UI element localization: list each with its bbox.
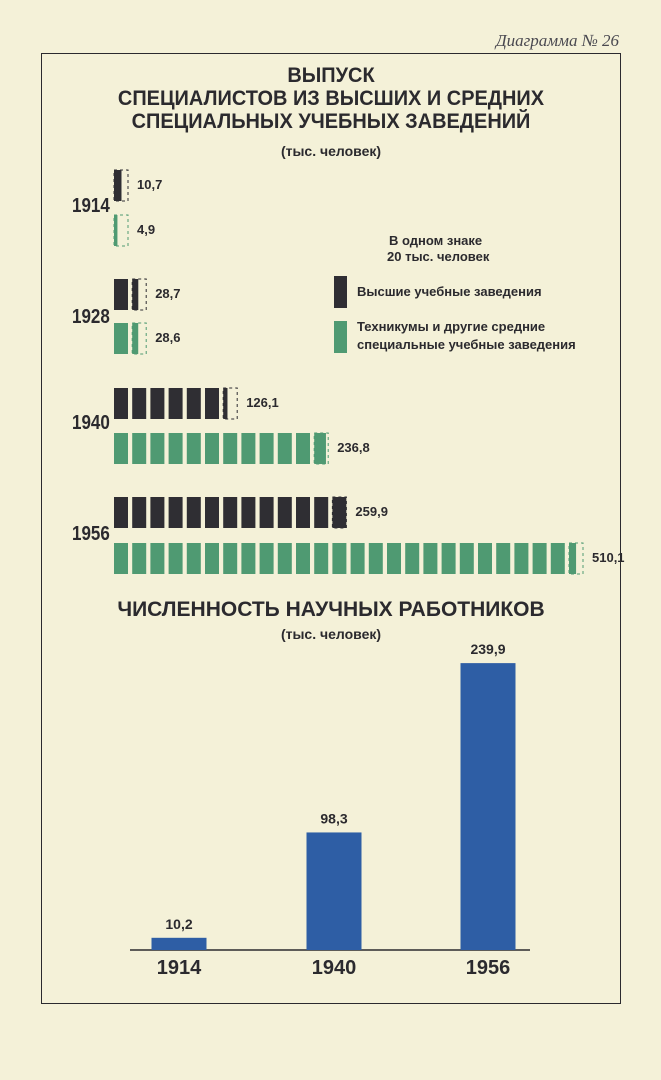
value-label-technical-1914: 4,9 <box>137 222 156 237</box>
sign-technical-1940 <box>114 433 128 464</box>
partial-sign-higher-1914 <box>114 170 121 201</box>
sign-technical-1956 <box>514 543 528 574</box>
sign-higher-1956 <box>241 497 255 528</box>
sign-higher-1956 <box>223 497 237 528</box>
sign-higher-1956 <box>150 497 164 528</box>
value-label-higher-1928: 28,7 <box>155 286 181 301</box>
sign-technical-1956 <box>150 543 164 574</box>
year-label-1914: 1914 <box>72 195 110 217</box>
year-label-1956: 1956 <box>72 523 110 545</box>
sign-technical-1956 <box>387 543 401 574</box>
sign-technical-1956 <box>369 543 383 574</box>
legend-label-technical-line-1: Техникумы и другие средние <box>357 319 546 334</box>
bar-value-label-1940: 98,3 <box>320 810 348 827</box>
sign-technical-1940 <box>187 433 201 464</box>
sign-technical-1956 <box>332 543 346 574</box>
sign-technical-1940 <box>241 433 255 464</box>
value-label-technical-1956: 510,1 <box>592 550 625 565</box>
sign-technical-1940 <box>296 433 310 464</box>
sign-higher-1956 <box>205 497 219 528</box>
partial-sign-technical-1940 <box>314 433 326 464</box>
x-tick-label-1914: 1914 <box>156 957 202 979</box>
sign-technical-1956 <box>351 543 365 574</box>
sign-higher-1928 <box>114 279 128 310</box>
chart-title-line-3: СПЕЦИАЛЬНЫХ УЧЕБНЫХ ЗАВЕДЕНИЙ <box>131 110 531 133</box>
sign-technical-1940 <box>132 433 146 464</box>
legend-note-line-1: В одном знаке <box>389 233 483 248</box>
sign-higher-1940 <box>150 388 164 419</box>
partial-sign-higher-1928 <box>132 279 138 310</box>
sign-technical-1956 <box>533 543 547 574</box>
sign-higher-1956 <box>132 497 146 528</box>
sign-technical-1940 <box>205 433 219 464</box>
sign-technical-1956 <box>114 543 128 574</box>
sign-higher-1956 <box>260 497 274 528</box>
sign-technical-1956 <box>278 543 292 574</box>
value-label-technical-1928: 28,6 <box>155 330 181 345</box>
bar-value-label-1914: 10,2 <box>165 915 193 932</box>
sign-higher-1940 <box>114 388 128 419</box>
x-tick-label-1940: 1940 <box>311 957 357 979</box>
sign-higher-1940 <box>169 388 183 419</box>
value-label-higher-1956: 259,9 <box>355 504 388 519</box>
x-tick-label-1956: 1956 <box>465 957 511 979</box>
sign-higher-1956 <box>169 497 183 528</box>
year-label-1928: 1928 <box>72 306 110 328</box>
sign-technical-1956 <box>551 543 565 574</box>
chart-title-line-1: ВЫПУСК <box>287 64 375 87</box>
bar-researchers-1940 <box>307 832 362 950</box>
value-label-technical-1940: 236,8 <box>337 440 370 455</box>
sign-higher-1956 <box>187 497 201 528</box>
sign-technical-1940 <box>169 433 183 464</box>
legend-note-line-2: 20 тыс. человек <box>387 249 490 264</box>
sign-higher-1956 <box>314 497 328 528</box>
sign-technical-1956 <box>442 543 456 574</box>
bar-researchers-1914 <box>152 938 207 950</box>
sign-higher-1940 <box>132 388 146 419</box>
partial-sign-higher-1940 <box>223 388 227 419</box>
value-label-higher-1914: 10,7 <box>137 177 163 192</box>
sign-technical-1956 <box>296 543 310 574</box>
sign-technical-1956 <box>187 543 201 574</box>
sign-technical-1928 <box>114 323 128 354</box>
year-label-1940: 1940 <box>72 412 110 434</box>
bar-value-label-1956: 239,9 <box>470 641 506 658</box>
sign-higher-1956 <box>296 497 310 528</box>
partial-sign-technical-1914 <box>114 215 117 246</box>
sign-technical-1956 <box>314 543 328 574</box>
sign-technical-1956 <box>478 543 492 574</box>
legend-label-technical-line-2: специальные учебные заведения <box>357 337 576 352</box>
sign-technical-1956 <box>169 543 183 574</box>
sign-technical-1956 <box>423 543 437 574</box>
sign-technical-1956 <box>223 543 237 574</box>
chart2-unit-label: (тыс. человек) <box>280 626 382 642</box>
sign-technical-1940 <box>260 433 274 464</box>
sign-technical-1956 <box>496 543 510 574</box>
sign-technical-1956 <box>460 543 474 574</box>
chart2-title: ЧИСЛЕННОСТЬ НАУЧНЫХ РАБОТНИКОВ <box>117 598 545 621</box>
chart-unit-label: (тыс. человек) <box>280 143 382 159</box>
partial-sign-higher-1956 <box>332 497 346 528</box>
value-label-higher-1940: 126,1 <box>246 395 279 410</box>
bar-researchers-1956 <box>461 663 516 950</box>
sign-technical-1956 <box>241 543 255 574</box>
sign-technical-1956 <box>260 543 274 574</box>
chart-title-line-2: СПЕЦИАЛИСТОВ ИЗ ВЫСШИХ И СРЕДНИХ <box>117 87 545 110</box>
sign-technical-1940 <box>150 433 164 464</box>
sign-higher-1956 <box>114 497 128 528</box>
page-label: Диаграмма № 26 <box>495 31 619 50</box>
sign-higher-1956 <box>278 497 292 528</box>
partial-sign-technical-1928 <box>132 323 138 354</box>
partial-sign-technical-1956 <box>569 543 576 574</box>
sign-technical-1940 <box>223 433 237 464</box>
sign-technical-1940 <box>278 433 292 464</box>
sign-higher-1940 <box>187 388 201 419</box>
sign-technical-1956 <box>405 543 419 574</box>
sign-technical-1956 <box>205 543 219 574</box>
legend-label-higher: Высшие учебные заведения <box>357 284 542 299</box>
sign-higher-1940 <box>205 388 219 419</box>
sign-technical-1956 <box>132 543 146 574</box>
